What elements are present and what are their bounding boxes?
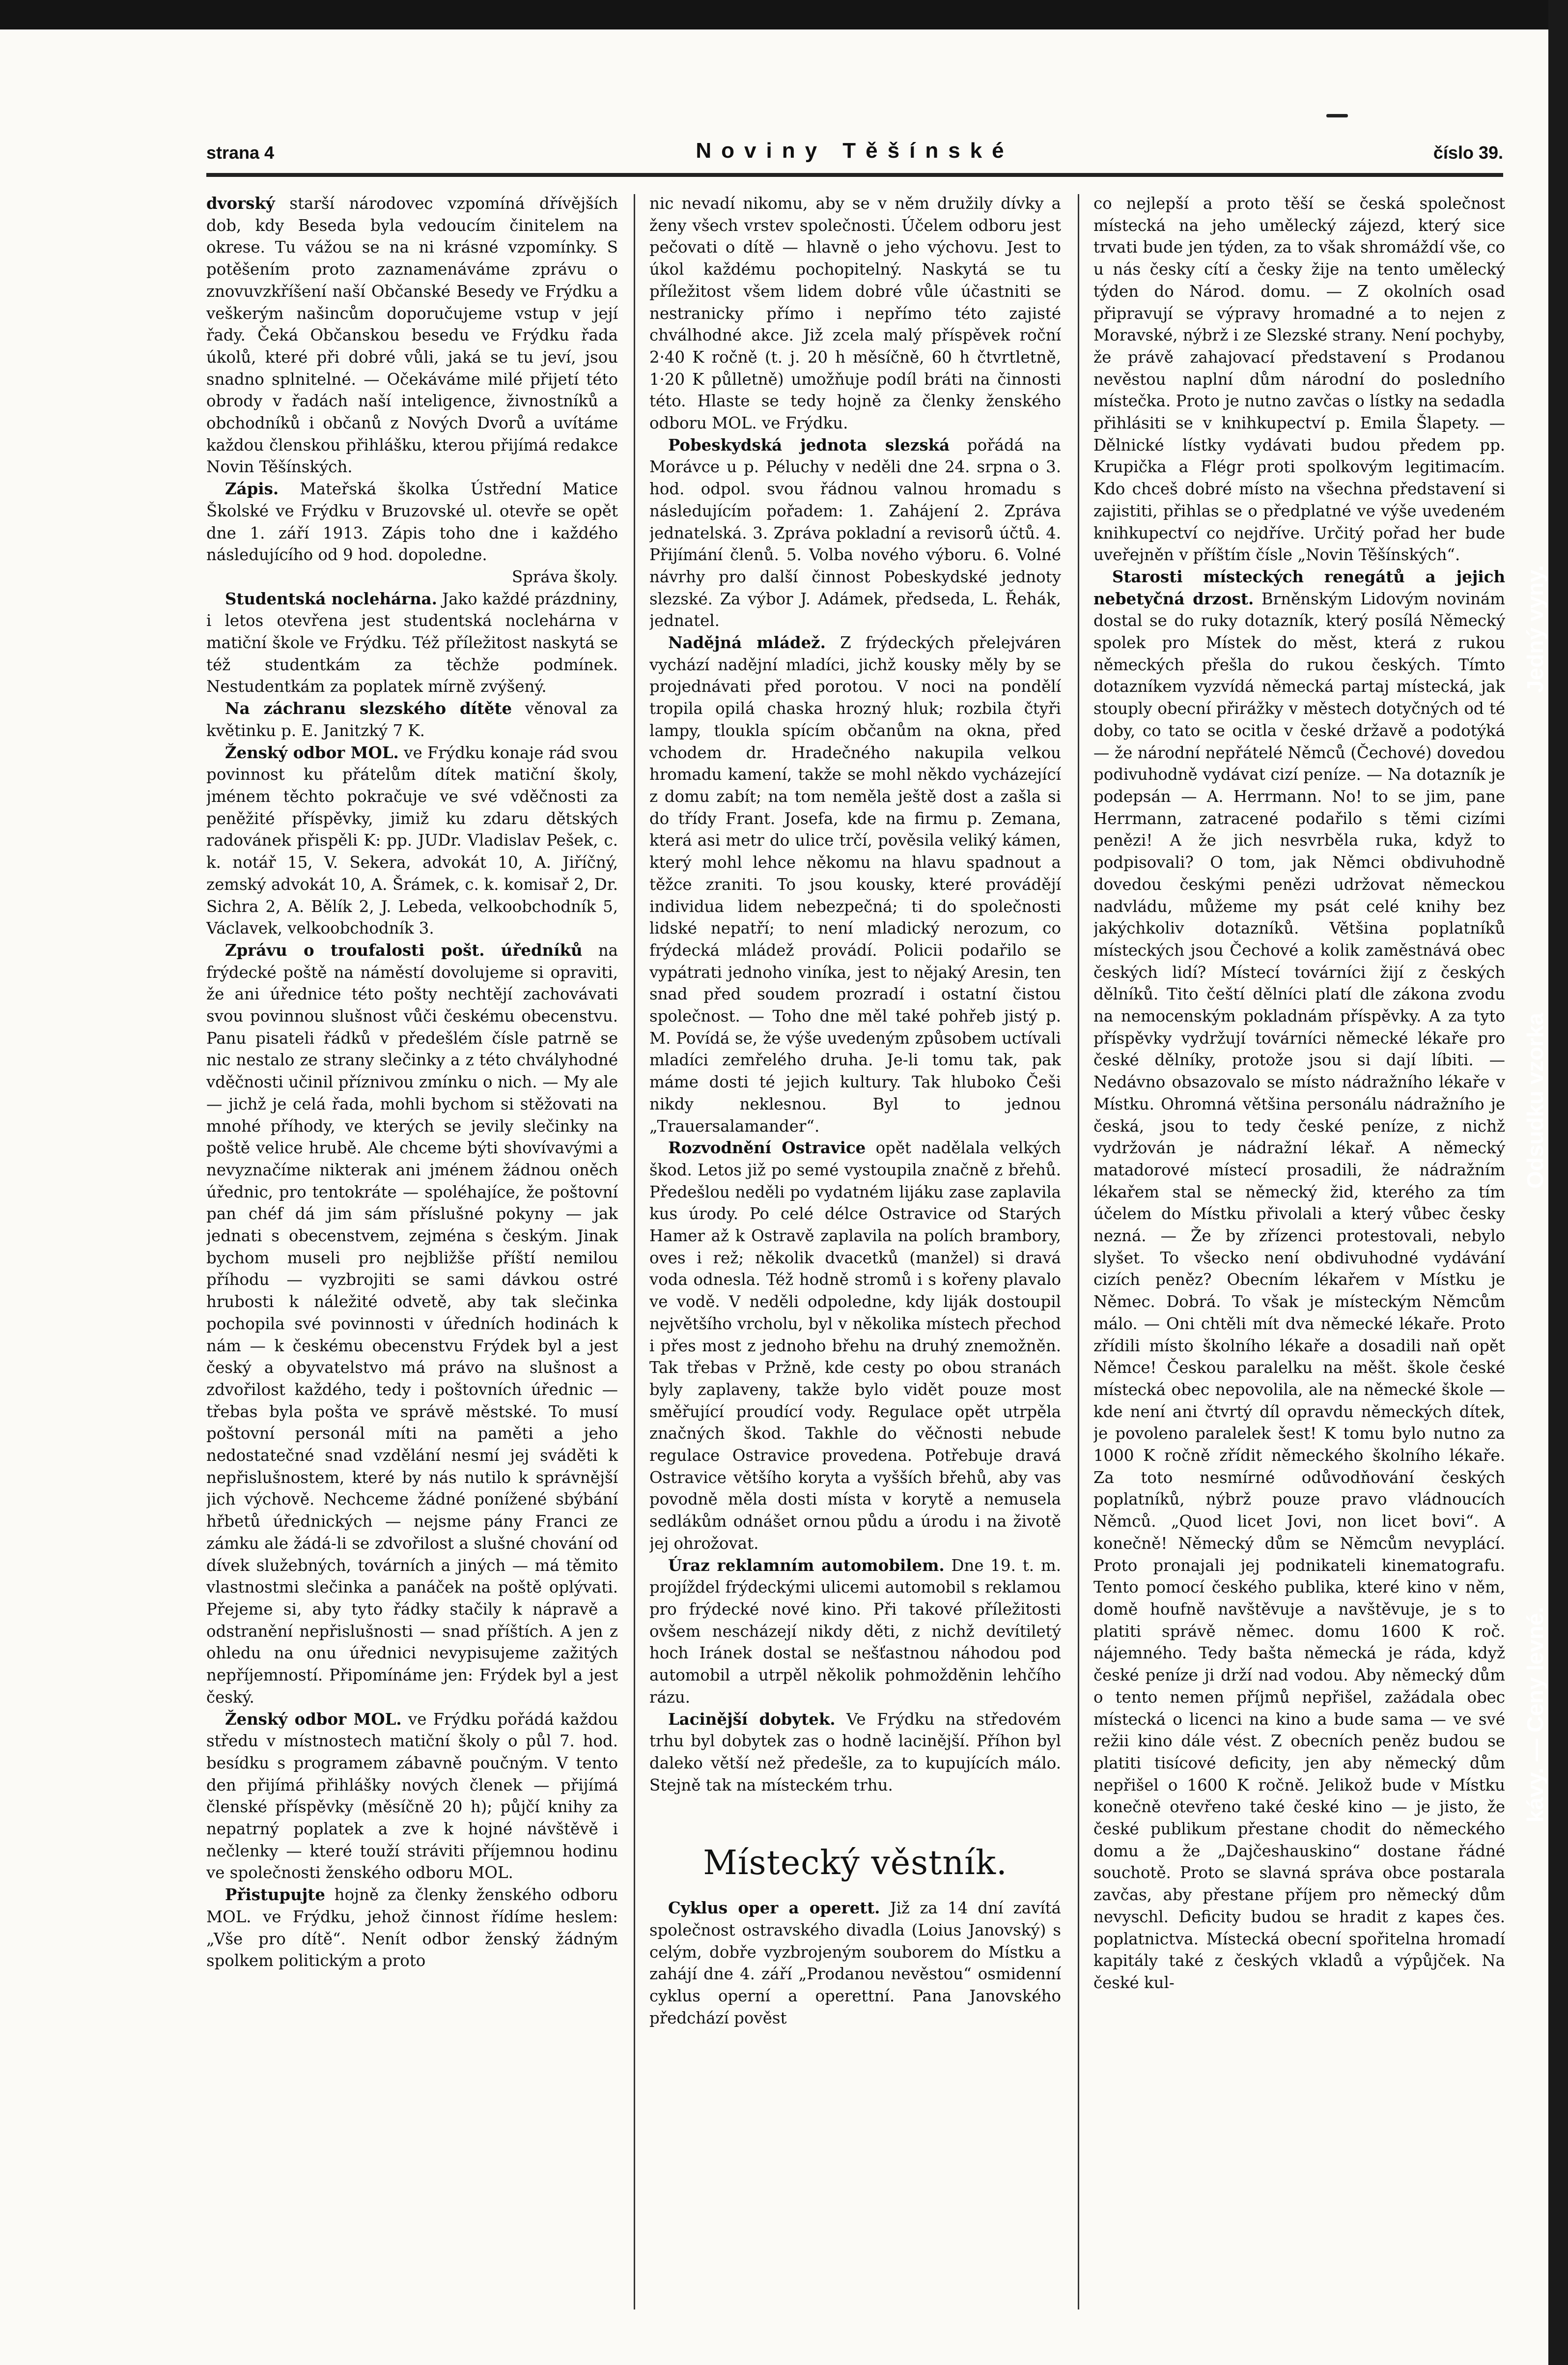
article-lead: Zápis. [225, 480, 279, 499]
article-paragraph: Studentská noclehárna. Jako každé prázdniny, i letos otevřena jest studentská noclehárna v matiční škole ve Frýdku. Též příležitost naskytá se též studentkám za těchže podmínek. Nestudentkám za poplatek mírně zvýšený. [206, 589, 618, 696]
newspaper-title: Noviny Těšínské [696, 139, 1014, 163]
article-paragraph: Cyklus oper a operett. Již za 14 dní zavítá společnost ostravského divadla (Loius Janovský) s celým, dobře vyzbrojeným souborem do Místku a zahájí dne 4. září „Prodanou nevěstou“ osmidenní cyklus operní a operettní. Pana Janovského předchází pověst [649, 1899, 1061, 2027]
section-title: Místecký věstník. [703, 1844, 1008, 1883]
scan-border-top [0, 0, 1568, 29]
margin-advert-text-3: kávy. — Ceny levné. [1522, 1607, 1548, 1823]
header-rule [206, 173, 1503, 177]
article-paragraph: Starosti místeckých renegátů a jejich nebetyčná drzost. Brněnským Lidovým novinám dostal se do ruky dotazník, který posílá Německý spolek pro Místek do měst, která z rukou německých přešla do rukou českých. Tímto dotazníkem vyzvídá německá partaj místecká, jak stouply obecní přirážky v městech dotyčných od té doby, co tato se ocitla v české državě a podotýká — že národní nepřátelé Němců (Čechové) dovedou podivuhodně vydávat cizí peníze. — Na dotazník je podepsán — A. Herrmann. No! to se jim, pane Herrmann, zatracené podařilo s těmi cizími penězi! A že jich nesvrběla ruka, když to podpisovali? O tom, jak Němci obdivuhodně dovedou českými penězi udržovat německou nadvládu, můžeme my psát celé knihy bez jakýchkoliv dotazníků. Většina poplatníků místeckých jsou Čechové a kolik zaměstnává obec českých lidí? Místecí továrníci žijí z českých dělníků. Tito čeští dělníci platí dle zákona zvodu na nemocenským pokladnám příspěvky. A za tyto příspěvky vydržují továrníci německé lékaře pro české dělníky, protože jsou si dají líbiti. — Nedávno obsazovalo se místo nádražního lékaře v Místku. Ohromná většina personálu nádražního je česká, jsou to tedy české peníze, z nichž vydržován je nádražní lékař. A německý matadorové místecí prosadili, že nádražním lékařem stal se německý žid, kterého za tím účelem do Místku přivolali a který vůbec česky nezná. — Že by zřízenci protestovali, nebylo slyšet. To všecko není obdivuhodné vydávání cizích peněz? Obecním lékařem v Místku je Němec. Dobrá. To však je místeckým Němcům málo. — Oni chtěli mít dva německé lékaře. Proto zřídili místo školního lékaře a dosadili naň opět Němce! Českou paralelku na měšt. škole české místecká obec nepovolila, ale na německé škole — kde není ani čtvrtý díl opravdu německých dítek, je povoleno paralelek šest! K tomu bylo nutno za 1000 K ročně zřídit německého školního lékaře. Za toto nesmírné odůvodňování českých poplatníků, nýbrž pouze pravo vládnoucích Němců. „Quod licet Jovi, non licet bovi“. A konečně! Německý dům se Němcům nevyplácí. Proto pronajali jej podnikateli kinematografu. Tento pomocí českého publika, které kino v něm, domě houfně navštěvuje a navštěvuje, je s to platiti správě němec. domu 1600 K roč. nájemného. Tedy bašta německá je ráda, když české peníze ji drží nad vodou. Aby německý dům o tento nemen příjmů nepřišel, zažádala obec místecká o licenci na kino a bude sama — ve své režii kino dále vést. Z obecních peněz budou se platiti tisícové deficity, jen aby německý dům nepřišel o 1600 K ročně. Jelikož bude v Místku konečně otevřeno také české kino — je jisto, že české publikum přestane chodit do německého domu a že „Dajčeshauskino“ dostane řádné souchotě. Proto se slavná správa obce postarala zavčas, aby přestane příjem pro německý dům nevyschl. Deficity budou se hradit z kapes čes. poplatnictva. Místecká obecní spořitelna hromadí kapitály také z českých vkladů a výpůjček. Na české kul- [1093, 567, 1505, 1992]
article-lead: Zprávu o troufalosti pošt. úředníků [225, 940, 583, 960]
article-paragraph: Ženský odbor MOL. ve Frýdku pořádá každou středu v místnostech matiční školy o půl 7. hod. besídku s programem zábavně poučným. V tento den přijímá přihlášky nových členek — přijímá členské příspěvky (měsíčně 20 h); půjčí knihy za nepatrný poplatek a zve k hojné návštěvě i nečlenky — které touží stráviti příjemnou hodinu ve společnosti ženského odboru MOL. [206, 1710, 618, 1882]
margin-advert-text-2: Odsudku vzorka [1522, 1013, 1548, 1189]
article-paragraph: Správa školy. [511, 567, 618, 586]
column-2-local-news [649, 193, 1061, 1796]
article-paragraph: Ženský odbor MOL. ve Frýdku konaje rád svou povinnost ku přátelům dítek matiční školy, jménem těchto pokračuje ve své vděčnosti za peněžité příspěvky, jimiž ku zdaru dětských radovánek přispěli K: pp. JUDr. Vladislav Pešek, c. k. notář 15, V. Sekera, advokát 10, A. Jiříčný, zemský advokát 10, A. Šrámek, c. k. komisař 2, Dr. Sichra 2, A. Bělík 2, J. Lebeda, velkoobchodník 5, Václavek, velkoobchodník 3. [206, 743, 618, 938]
article-lead: Ženský odbor MOL. [225, 1710, 402, 1729]
ink-mark [1326, 114, 1348, 117]
column-2 [649, 193, 1061, 2315]
article-paragraph: Přistupujte hojně za členky ženského odboru MOL. ve Frýdku, jehož činnost řídíme heslem: „Vše pro dítě“. Nenít odbor ženský žádným spolkem politickým a proto [206, 1885, 618, 1970]
column-1 [206, 193, 618, 2315]
article-paragraph: Zápis. Mateřská školka Ústřední Matice Školské ve Frýdku v Bruzovské ul. otevře se opět dne 1. září 1913. Zápis toho dne i každého následujícího od 9 hod. dopoledne. [206, 480, 618, 565]
article-lead: Ženský odbor MOL. [225, 743, 399, 762]
scan-border-right [1548, 0, 1568, 2365]
column-divider-2 [1078, 194, 1079, 2309]
column-2-mistek-news [649, 1897, 1061, 2029]
article-lead: Rozvodnění Ostravice [668, 1139, 866, 1158]
article-paragraph: Rozvodnění Ostravice opět nadělala velkých škod. Letos již po semé vystoupila značně z břehů. Předešlou neděli po vydatném lijáku zase zaplavila kus úrody. Po celé délce Ostravice od Starých Hamer až k Ostravě zaplavila na polích brambory, oves i rež; několik dvacetků (manžel) si dravá voda odnesla. Též hodně stromů i s kořeny plavalo ve vodě. V neděli odpoledne, kdy liják dostoupil největšího vrcholu, byl v několika místech přechod i přes most z jednoho břehu na druhý znemožněn. Tak třebas v Pržně, kde cesty po obou stranách byly zaplaveny, takže bylo vidět pouze most směřující proudící vody. Regulace opět utrpěla značných škod. Takhle do věčnosti nebude regulace Ostravice provedena. Potřebuje dravá Ostravice většího koryta a vyšších břehů, aby vas povodně měla dosti místa v korytě a nemusela sedlákům odnášet ornou půdu a úrodu i na životě jej ohrožovat. [649, 1139, 1061, 1553]
column-3 [1093, 193, 1505, 2315]
article-paragraph: Na záchranu slezského dítěte věnoval za květinku p. E. Janitzký 7 K. [206, 699, 618, 740]
article-paragraph: Pobeskydská jednota slezská pořádá na Morávce u p. Péluchy v neděli dne 24. srpna o 3. hod. odpol. svou řádnou valnou hromadu s následujícím pořadem: 1. Zahájení 2. Zpráva jednatelská. 3. Zpráva pokladní a revisorů účtů. 4. Přijímání členů. 5. Volba nového výboru. 6. Volné návrhy pro další činnost Pobeskydské jednoty slezské. Za výbor J. Adámek, předseda, L. Řehák, jednatel. [649, 435, 1061, 630]
article-lead: Cyklus oper a operett. [668, 1899, 880, 1918]
page-header [206, 139, 1503, 168]
margin-advert-text-1: Jedný vyny. [1522, 565, 1548, 693]
article-lead: Přistupujte [225, 1885, 325, 1905]
article-lead: Pobeskydská jednota slezská [668, 435, 950, 455]
issue-number: číslo 39. [1433, 142, 1503, 163]
article-lead: Studentská noclehárna. [225, 589, 437, 608]
article-lead: dvorský [206, 194, 275, 213]
article-paragraph: Úraz reklamním automobilem. Dne 19. t. m. projíždel frýdeckými ulicemi automobil s reklamou pro frýdecké nové kino. Při takové příležitosti ovšem nescházejí nikdy děti, z nichž devítiletý hoch Iránek dostal se nešťastnou náhodou pod automobil a utrpěl několik pohmožděnin lehčího rázu. [649, 1556, 1061, 1707]
article-paragraph: Nadějná mládež. Z frýdeckých přelejváren vychází nadějní mladíci, jichž kousky měly by se projednávati před porotou. V noci na pondělí tropila opilá chaska hrozný hluk; rozbila čtyři lampy, tloukla spícím občanům na okna, před vchodem dr. Hradečného nakupila velkou hromadu kamení, takže se mohl někdo vycházející z domu zabít; na tom neměla ještě dost a zašla si do třídy Frant. Josefa, kde na firmu p. Zemana, která asi metr do ulice trčí, pověsila veliký kámen, který mohl lehce někomu na hlavu spadnout a těžce zraniti. To jsou kousky, které provádějí individua lidem nebezpečná; ti do společnosti lidské nepatří; to není mladický nerozum, co frýdecká mládež provádí. Policii podařilo se vypátrati jednoho viníka, jest to nějaký Aresin, ten snad před soudem prozradí i ostatní čistou společnost. — Toho dne měl také pohřeb jistý p. M. Povídá se, že výše uvedeným způsobem uctívali mladíci zemřelého druha. Je-li tomu tak, pak máme dosti té jejich kultury. Tak hluboko Češi nikdy neklesnou. Byl to jednou „Trauersalamander“. [649, 633, 1061, 1136]
article-lead: Starosti místeckých renegátů a jejich nebetyčná drzost. [1093, 567, 1505, 608]
article-paragraph: Zprávu o troufalosti pošt. úředníků na frýdecké poště na náměstí dovolujeme si opraviti, že ani úřednice této pošty nechtějí zachovávati svou povinnou slušnost vůči českému obecenstvu. Panu pisateli řádků v předešlém čísle patrně se nic nestalo ze strany slečinky a z této chvályhodné vděčnosti učinil příznivou zmínku o nich. — My ale — jichž je celá řada, mohli bychom si stěžovati na mnohé příhody, ve kterých se jevily slečinky na poště velice hrubě. Ale chceme býti shovívavými a nevyznačíme nikterak ani jménem žádnou oněch úřednic, pro tentokráte — spoléhajíce, že poštovní pan chéf dá jim sám příslušné pokyny — jak jednati s obecenstvem, zejména s českým. Jinak bychom museli pro nejbližše příští nemilou příhodu — vyzbrojiti se sami dávkou ostré hrubosti k náležité odvetě, aby tak slečinka pochopila své povinnosti v úředních hodinách k nám — k českému obecenstvu Frýdek byl a jest český a obyvatelstvo má právo na slušnost a zdvořilost každého, tedy i poštovních úřednic — třebas byla pošta ve správě městské. To musí poštovní personál míti na paměti a jeho nedostatečné snad vzdělání nesmí jej sváděti k nepřislušnostem, které by nás nutilo k správnější jich výchově. Nechceme žádné ponížené sbýbání hřbetů úřednických — nejsme pány Franci ze zámku ale žádá-li se zdvořilost a slušné chování od dívek služebných, továrních a jiných — má těmito vlastnostmi slečinka a panáček na poště oplývati. Přejeme si, aby tyto řádky stačily k nápravě a odstranění nepřislušnosti — snad příštích. A jen z ohledu na onu úřednici nevypisujeme zažitých nepříjemností. Připomínáme jen: Frýdek byl a jest český. [206, 940, 618, 1707]
article-lead: Lacinější dobytek. [668, 1710, 836, 1729]
article-lead: Úraz reklamním automobilem. [668, 1556, 945, 1575]
article-paragraph: Lacinější dobytek. Ve Frýdku na středovém trhu byl dobytek zas o hodně lacinější. Příhon byl daleko větší než předešle, za to kupujících málo. Stejně tak na místeckém trhu. [649, 1710, 1061, 1795]
article-paragraph: co nejlepší a proto těší se česká společnost místecká na jeho umělecký zájezd, který sice trvati bude jen týden, za to však shromáždí vše, co u nás česky cítí a česky žije na tento umělecký týden do Národ. domu. — Z okolních osad připravují se výpravy hromadné a to nejen z Moravské, nýbrž i ze Slezské strany. Není pochyby, že právě zahajovací představení s Prodanou nevěstou naplní dům národní do posledního místečka. Proto je nutno zavčas o lístky na sedadla přihlásiti se v knihkupectví p. Emila Šlapety. — Dělnické lístky vydávati budou předem pp. Krupička a Flégr proti spolkovým legitimacím. Kdo chceš dobré místo na všechna představení si zajistiti, přihlas se o předplatné ve výše uvedeném knihkupectví co nejdříve. Určitý pořad her bude uveřejněn v příštím čísle „Novin Těšínských“. [1093, 194, 1505, 565]
article-lead: Na záchranu slezského dítěte [225, 699, 512, 718]
article-paragraph: dvorský starší národovec vzpomíná dřívějších dob, kdy Beseda byla vedoucím činitelem na okrese. Tu vážou se na ni krásné vzpomínky. S potěšením proto zaznamenáváme zprávu o znovuvzkříšení naší Občanské Besedy ve Frýdku a veškerým našincům doporučujeme vstup v její řady. Čeká Občanskou besedu ve Frýdku řada úkolů, které při dobré vůli, jaká se tu jeví, jsou snadno splnitelné. — Očekáváme milé přijetí této obrody v řadách naší inteligence, živnostníků a obchodníků i občanů z Nových Dvorů a uvítáme každou členskou přihlášku, kterou přijímá redakce Novin Těšínských. [206, 194, 618, 477]
article-lead: Nadějná mládež. [668, 633, 826, 653]
page-number: strana 4 [206, 142, 275, 163]
article-paragraph: nic nevadí nikomu, aby se v něm družily dívky a ženy všech vrstev společnosti. Účelem odboru jest pečovati o dítě — hlavně o jeho výchovu. Jest to úkol každému pochopitelný. Naskytá se tu příležitost všem lidem dobré vůle účastniti se nestranicky přímo i nepřímo této zajisté chválhodné akce. Již zcela malý příspěvek roční 2·40 K ročně (t. j. 20 h měsíčně, 60 h čtvrtletně, 1·20 K půlletně) umožňuje podíl bráti na činnosti této. Hlaste se tedy hojně za členky ženského odboru MOL. ve Frýdku. [649, 194, 1061, 433]
column-divider-1 [634, 194, 635, 2309]
